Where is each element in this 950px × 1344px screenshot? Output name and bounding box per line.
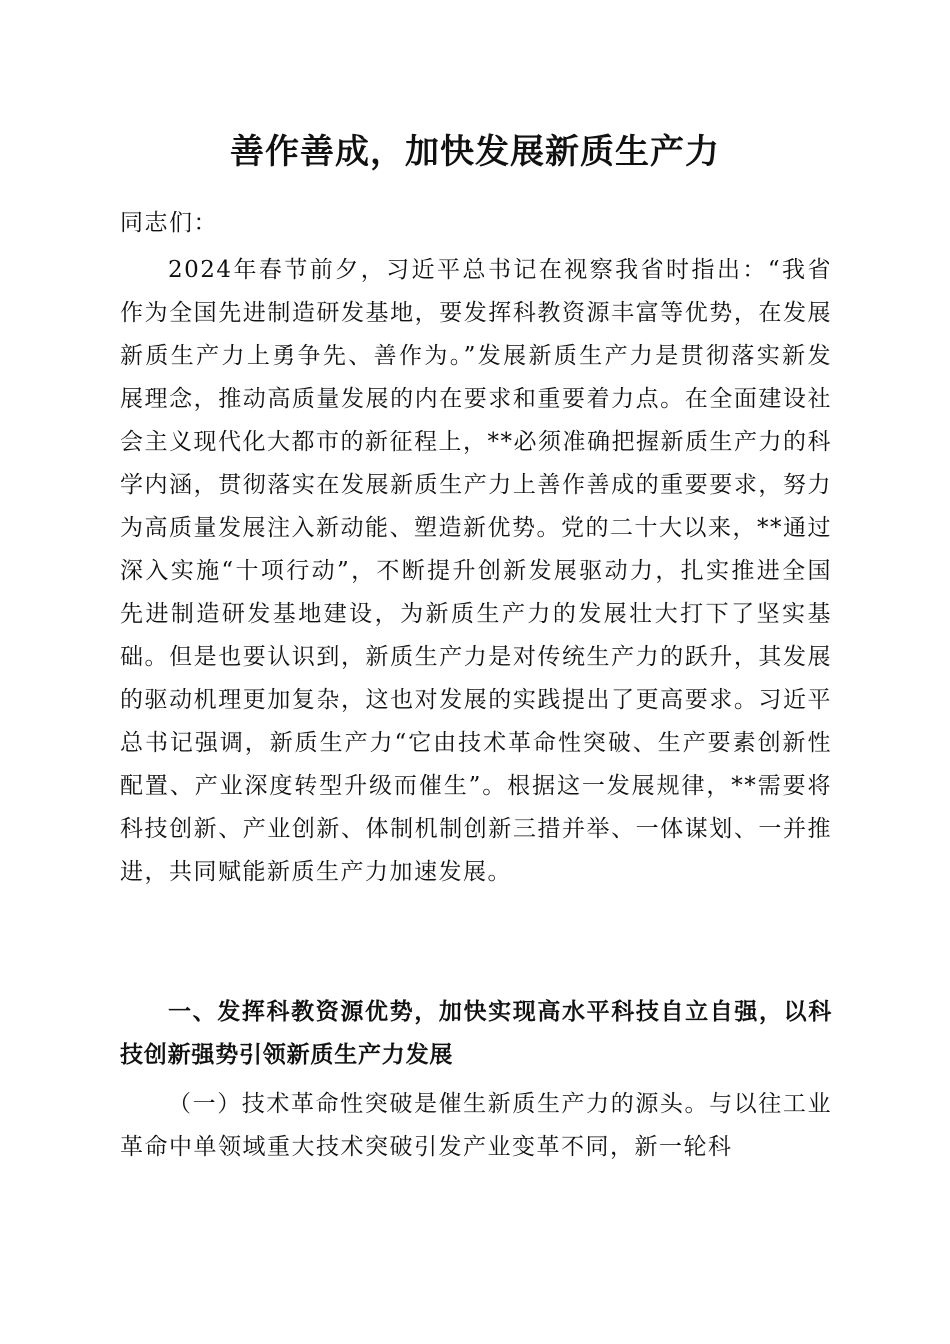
document-title: 善作善成，加快发展新质生产力: [230, 132, 720, 172]
section-heading-1: 一、发挥科教资源优势，加快实现高水平科技自立自强，以科技创新强势引领新质生产力发展: [120, 999, 832, 1068]
salutation: 同志们：: [120, 210, 218, 236]
intro-paragraph: 2024年春节前夕，习近平总书记在视察我省时指出：“我省作为全国先进制造研发基地，要发挥科教资源丰富等优势，在发展新质生产力上勇争先、善作为。”发展新质生产力是贯彻落实新发展理念，推动高质量发展的内在要求和重要着力点。在全面建设社会主义现代化大都市的新征程上，**必须准确把握新质生产力的科学内涵，贯彻落实在发展新质生产力上善作善成的重要要求，努力为高质量发展注入新动能、塑造新优势。党的二十大以来，**通过深入实施“十项行动”，不断提升创新发展驱动力，扎实推进全国先进制造研发基地建设，为新质生产力的发展壮大打下了坚实基础。但是也要认识到，新质生产力是对传统生产力的跃升，其发展的驱动机理更加复杂，这也对发展的实践提出了更高要求。习近平总书记强调，新质生产力“它由技术革命性突破、生产要素创新性配置、产业深度转型升级而催生”。根据这一发展规律，**需要将科技创新、产业创新、体制机制创新三措并举、一体谋划、一并推进，共同赋能新质生产力加速发展。: [120, 257, 832, 885]
section-1-paragraph: （一）技术革命性突破是催生新质生产力的源头。与以往工业革命中单领域重大技术突破引发产业变革不同，新一轮科: [120, 1091, 832, 1160]
